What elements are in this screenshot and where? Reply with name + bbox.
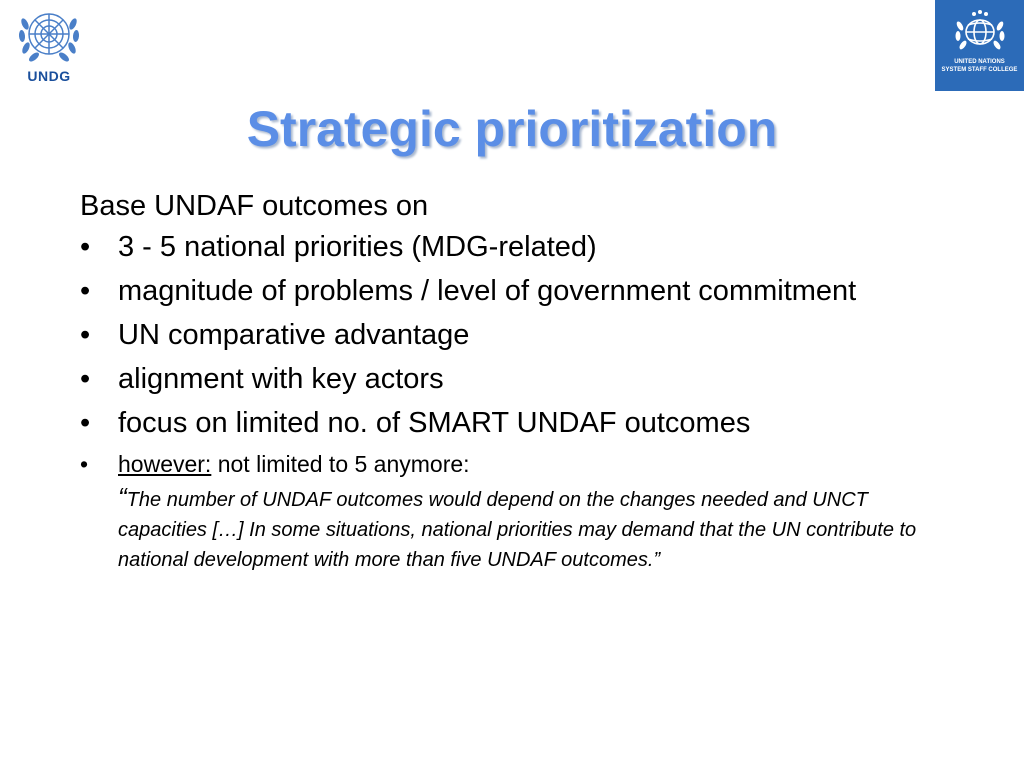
undg-logo-text: UNDG (27, 68, 71, 84)
bullet-icon: • (80, 231, 91, 263)
note-item (80, 450, 950, 478)
list-item-text: 3 - 5 national priorities (MDG-related) (118, 231, 597, 263)
globe-emblem-icon (950, 8, 1010, 54)
list-item-text: magnitude of problems / level of government commitment (118, 275, 857, 307)
undg-logo (8, 4, 90, 92)
bullet-icon: • (80, 275, 91, 307)
slide-body (80, 188, 950, 575)
unssc-logo-text: UNITED NATIONS SYSTEM STAFF COLLEGE (941, 59, 1018, 73)
intro-text: Base UNDAF outcomes on (80, 190, 429, 222)
note-label: however: (118, 451, 212, 477)
bullet-icon: • (80, 407, 91, 439)
quote-block (118, 482, 938, 575)
quote-text: The number of UNDAF outcomes would depend on the changes needed and UNCT capacities […] In some situations, national priorities may demand that the UN contribute to national development with more than five UNDAF outcomes.” (118, 489, 917, 571)
bullet-list (80, 230, 950, 478)
bullet-icon: • (80, 451, 89, 477)
list-item (80, 318, 950, 352)
list-item (80, 362, 950, 396)
bullet-icon: • (80, 319, 91, 351)
slide-title: Strategic prioritization (246, 101, 778, 157)
list-item-text: focus on limited no. of SMART UNDAF outcomes (118, 407, 751, 439)
list-item (80, 230, 950, 264)
list-item (80, 406, 950, 440)
note-text: not limited to 5 anymore: (211, 451, 470, 477)
open-quote-mark: “ (118, 482, 127, 512)
bullet-icon: • (80, 363, 91, 395)
list-item-text: alignment with key actors (118, 363, 444, 395)
un-emblem-icon (14, 4, 84, 66)
unssc-logo (935, 0, 1024, 91)
list-item-text: UN comparative advantage (118, 319, 470, 351)
list-item (80, 274, 950, 308)
